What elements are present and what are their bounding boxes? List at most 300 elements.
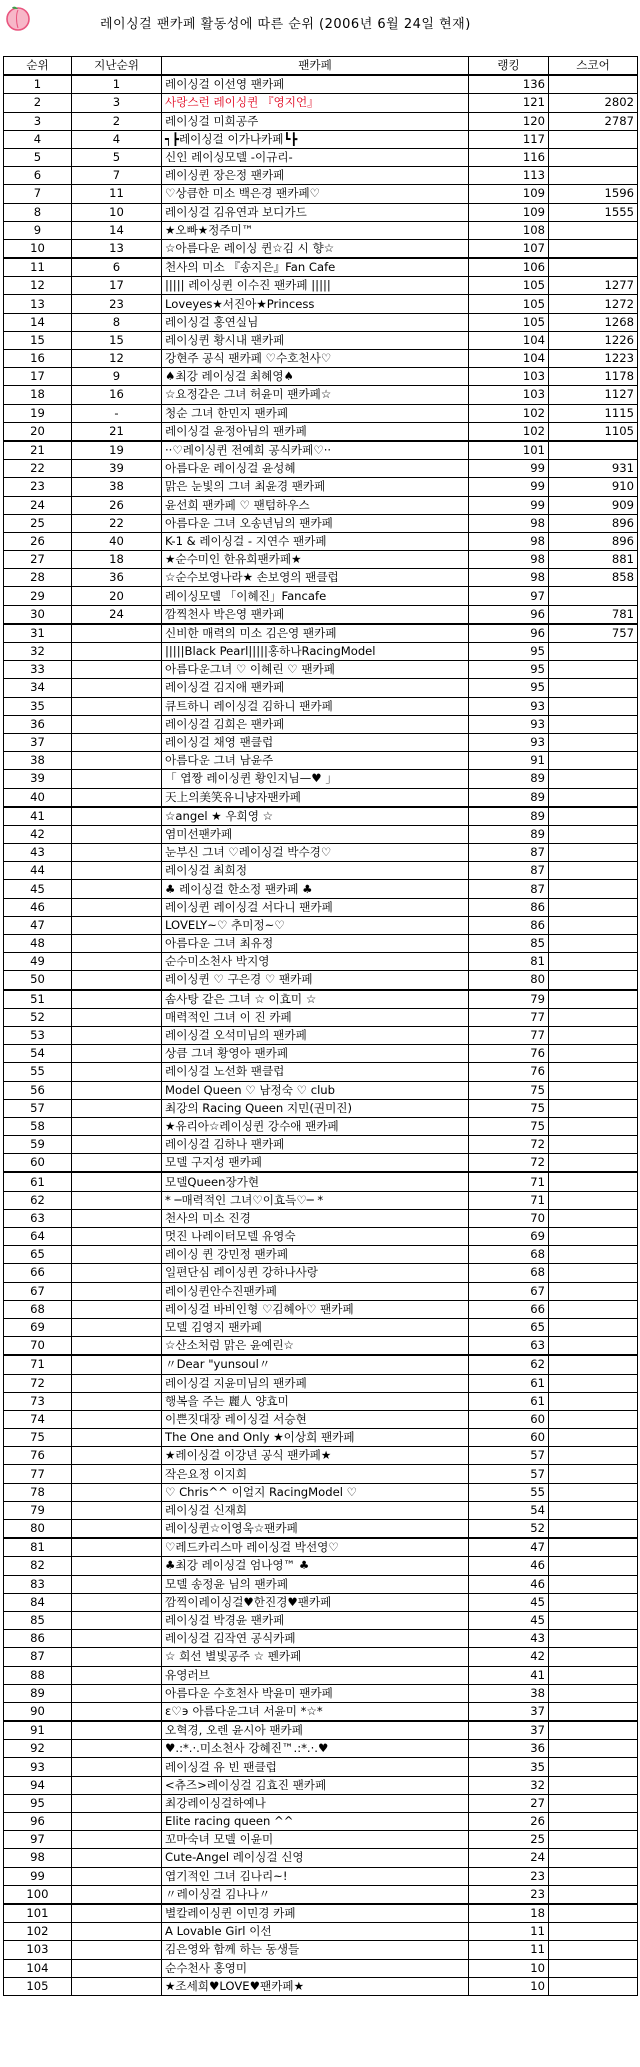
table-row [4,460,638,478]
score-cell [549,1702,638,1721]
page-header [0,0,640,44]
score-cell [549,661,638,679]
fancafe-name-cell: 레이싱걸 이선영 팬카페 [162,75,469,94]
score-cell [549,679,638,697]
ranking-cell: 99 [469,460,549,478]
ranking-cell: 93 [469,733,549,751]
table-row [4,1117,638,1135]
previous-rank-cell [72,1063,162,1081]
fancafe-name-cell: 레이싱모델 「이혜진」Fancafe [162,587,469,605]
ranking-cell: 68 [469,1264,549,1282]
score-cell [549,788,638,807]
table-row [4,1209,638,1227]
rank-cell: 73 [4,1392,72,1410]
previous-rank-cell: 16 [72,386,162,404]
fancafe-name-cell: ☆아름다운 레이싱 퀸☆김 시 향☆ [162,239,469,258]
fancafe-name-cell: 레이싱퀸 황시내 팬카페 [162,331,469,349]
rank-cell: 56 [4,1081,72,1099]
ranking-cell: 42 [469,1648,549,1666]
rank-cell: 78 [4,1483,72,1501]
table-row [4,185,638,203]
previous-rank-cell [72,953,162,971]
table-row [4,1063,638,1081]
table-row [4,1081,638,1099]
ranking-cell: 71 [469,1191,549,1209]
table-row [4,971,638,990]
fancafe-name-cell: ★조세희♥LOVE♥팬카페★ [162,1977,469,1995]
rank-cell: 32 [4,643,72,661]
rank-cell: 96 [4,1813,72,1831]
rank-cell: 87 [4,1648,72,1666]
score-cell: 896 [549,514,638,532]
ranking-cell: 68 [469,1246,549,1264]
score-cell [549,75,638,94]
previous-rank-cell [72,1501,162,1519]
score-cell [549,1337,638,1356]
fancafe-name-cell: 모델 김영지 팬카페 [162,1318,469,1336]
rank-cell: 86 [4,1630,72,1648]
previous-rank-cell [72,916,162,934]
table-row [4,1008,638,1026]
fancafe-name-cell: 사랑스런 레이싱퀸 『영지언』 [162,94,469,112]
ranking-cell: 38 [469,1684,549,1702]
score-cell [549,1611,638,1629]
rank-cell: 54 [4,1045,72,1063]
ranking-cell: 109 [469,203,549,221]
previous-rank-cell: 10 [72,203,162,221]
ranking-cell: 91 [469,752,549,770]
previous-rank-cell [72,1410,162,1428]
table-row [4,1684,638,1702]
fancafe-name-cell: 멋진 나레이터모델 유영숙 [162,1228,469,1246]
rank-cell: 66 [4,1264,72,1282]
ranking-cell: 89 [469,770,549,788]
rank-cell: 24 [4,496,72,514]
previous-rank-cell [72,1593,162,1611]
previous-rank-cell: - [72,404,162,422]
table-row [4,1099,638,1117]
ranking-cell: 10 [469,1959,549,1977]
fancafe-name-cell: 레이싱퀸☆이영욱☆팬카페 [162,1520,469,1539]
table-body [4,75,638,1995]
score-cell: 1223 [549,350,638,368]
score-cell [549,953,638,971]
fancafe-name-cell: <츄즈>레이싱걸 김효진 팬카페 [162,1776,469,1794]
rank-cell: 21 [4,441,72,460]
previous-rank-cell: 24 [72,605,162,624]
table-row [4,788,638,807]
table-row [4,624,638,643]
previous-rank-cell [72,661,162,679]
rank-cell: 27 [4,551,72,569]
table-row [4,1264,638,1282]
score-cell [549,1740,638,1758]
ranking-cell: 93 [469,715,549,733]
rank-cell: 101 [4,1904,72,1923]
score-cell [549,1081,638,1099]
rank-cell: 95 [4,1794,72,1812]
score-cell: 757 [549,624,638,643]
rank-cell: 63 [4,1209,72,1227]
table-row [4,313,638,331]
table-row [4,862,638,880]
score-cell [549,1721,638,1740]
rank-cell: 16 [4,350,72,368]
fancafe-name-cell: 천사의 미소 진경 [162,1209,469,1227]
column-header-rank: 순위 [4,57,72,76]
table-row [4,1282,638,1300]
fancafe-name-cell: Loveyes★서진아★Princess [162,295,469,313]
table-row [4,953,638,971]
fancafe-name-cell: 레이싱걸 신재희 [162,1501,469,1519]
rank-cell: 58 [4,1117,72,1135]
fancafe-name-cell: ★유리아☆레이싱퀸 강수애 팬카페 [162,1117,469,1135]
table-row [4,404,638,422]
score-cell [549,1977,638,1995]
fancafe-name-cell: ··♡레이싱퀸 전예희 공식카페♡·· [162,441,469,460]
ranking-cell: 86 [469,916,549,934]
ranking-cell: 18 [469,1904,549,1923]
rank-cell: 22 [4,460,72,478]
previous-rank-cell: 13 [72,239,162,258]
previous-rank-cell [72,862,162,880]
ranking-cell: 46 [469,1575,549,1593]
previous-rank-cell: 19 [72,441,162,460]
table-row [4,807,638,826]
fancafe-name-cell: 유영러브 [162,1666,469,1684]
ranking-cell: 79 [469,990,549,1009]
table-row [4,825,638,843]
previous-rank-cell [72,1849,162,1867]
score-cell [549,1172,638,1191]
fancafe-name-cell: 레이싱걸 오석미님의 팬카페 [162,1026,469,1044]
ranking-cell: 106 [469,258,549,277]
rank-cell: 41 [4,807,72,826]
fancafe-name-cell: 레이싱걸 노선화 팬클럽 [162,1063,469,1081]
previous-rank-cell: 4 [72,130,162,148]
score-cell [549,167,638,185]
ranking-cell: 98 [469,514,549,532]
ranking-cell: 98 [469,532,549,550]
score-cell [549,1392,638,1410]
score-cell [549,1904,638,1923]
score-cell: 1226 [549,331,638,349]
ranking-cell: 101 [469,441,549,460]
score-cell [549,1136,638,1154]
rank-cell: 47 [4,916,72,934]
previous-rank-cell [72,770,162,788]
rank-cell: 97 [4,1831,72,1849]
table-row [4,916,638,934]
table-row [4,1885,638,1904]
previous-rank-cell [72,1721,162,1740]
ranking-cell: 66 [469,1300,549,1318]
ranking-cell: 75 [469,1081,549,1099]
fancafe-name-cell: 엽기적인 그녀 김나리~! [162,1867,469,1885]
ranking-cell: 97 [469,587,549,605]
score-cell: 858 [549,569,638,587]
ranking-cell: 72 [469,1154,549,1173]
fancafe-name-cell: ♠최강 레이싱걸 최혜영♠ [162,368,469,386]
fancafe-name-cell: 레이싱퀸 장은정 팬카페 [162,167,469,185]
rank-cell: 42 [4,825,72,843]
fancafe-name-cell: ★레이싱걸 이강년 공식 팬카페★ [162,1447,469,1465]
fancafe-name-cell: 청순 그녀 한민지 팬카페 [162,404,469,422]
fancafe-name-cell: Cute-Angel 레이싱걸 신영 [162,1849,469,1867]
table-row [4,478,638,496]
previous-rank-cell [72,733,162,751]
previous-rank-cell [72,1923,162,1941]
previous-rank-cell [72,1904,162,1923]
fancafe-name-cell: 〃레이싱걸 김나나〃 [162,1885,469,1904]
previous-rank-cell [72,1611,162,1629]
rank-cell: 29 [4,587,72,605]
ranking-cell: 98 [469,551,549,569]
previous-rank-cell [72,624,162,643]
score-cell [549,898,638,916]
fancafe-name-cell: ☆산소처럼 맑은 윤예린☆ [162,1337,469,1356]
previous-rank-cell [72,788,162,807]
rank-cell: 52 [4,1008,72,1026]
fancafe-name-cell: 레이싱걸 홍연실님 [162,313,469,331]
table-row [4,130,638,148]
ranking-cell: 104 [469,331,549,349]
fancafe-name-cell: 작은요정 이지희 [162,1465,469,1483]
fancafe-name-cell: 〃Dear "yunsoul〃 [162,1355,469,1374]
rank-cell: 94 [4,1776,72,1794]
previous-rank-cell: 15 [72,331,162,349]
fancafe-name-cell: 레이싱걸 지윤미님의 팬카페 [162,1374,469,1392]
score-cell [549,935,638,953]
score-cell: 781 [549,605,638,624]
previous-rank-cell [72,1959,162,1977]
table-row [4,1318,638,1336]
score-cell [549,1300,638,1318]
score-cell [549,1959,638,1977]
ranking-cell: 70 [469,1209,549,1227]
fancafe-name-cell: 신인 레이싱모델 -이규리- [162,148,469,166]
rank-cell: 71 [4,1355,72,1374]
fancafe-name-cell: 깜찍이레이싱걸♥한진경♥팬카페 [162,1593,469,1611]
rank-cell: 11 [4,258,72,277]
table-row [4,679,638,697]
fancafe-name-cell: 상큼 그녀 황영아 팬카페 [162,1045,469,1063]
score-cell [549,1593,638,1611]
table-row [4,752,638,770]
ranking-cell: 120 [469,112,549,130]
score-cell [549,1318,638,1336]
rank-cell: 53 [4,1026,72,1044]
rank-cell: 9 [4,221,72,239]
score-cell [549,1374,638,1392]
ranking-cell: 23 [469,1867,549,1885]
table-row [4,167,638,185]
score-cell [549,990,638,1009]
fancafe-name-cell: ┑┣레이싱걸 이가나카페┗┣ [162,130,469,148]
ranking-cell: 102 [469,422,549,441]
ranking-cell: 55 [469,1483,549,1501]
previous-rank-cell [72,1191,162,1209]
rank-cell: 35 [4,697,72,715]
fancafe-name-cell: Model Queen ♡ 남정숙 ♡ club [162,1081,469,1099]
previous-rank-cell [72,880,162,898]
previous-rank-cell: 21 [72,422,162,441]
previous-rank-cell [72,1648,162,1666]
fancafe-name-cell: 레이싱걸 최희정 [162,862,469,880]
rank-cell: 13 [4,295,72,313]
ranking-cell: 87 [469,880,549,898]
score-cell [549,1191,638,1209]
table-row [4,1136,638,1154]
ranking-cell: 45 [469,1593,549,1611]
table-row [4,1520,638,1539]
score-cell [549,880,638,898]
ranking-cell: 102 [469,404,549,422]
score-cell [549,1520,638,1539]
previous-rank-cell [72,643,162,661]
rank-cell: 89 [4,1684,72,1702]
score-cell [549,1923,638,1941]
ranking-cell: 63 [469,1337,549,1356]
rank-cell: 36 [4,715,72,733]
fancafe-name-cell: 매력적인 그녀 이 진 카페 [162,1008,469,1026]
table-row [4,258,638,277]
rank-cell: 39 [4,770,72,788]
ranking-cell: 54 [469,1501,549,1519]
table-row [4,1666,638,1684]
fancafe-name-cell: Elite racing queen ^^ [162,1813,469,1831]
previous-rank-cell: 26 [72,496,162,514]
score-cell: 881 [549,551,638,569]
ranking-cell: 69 [469,1228,549,1246]
rank-cell: 26 [4,532,72,550]
rank-cell: 51 [4,990,72,1009]
ranking-cell: 35 [469,1758,549,1776]
table-row [4,496,638,514]
score-cell [549,807,638,826]
previous-rank-cell: 12 [72,350,162,368]
rank-cell: 98 [4,1849,72,1867]
rank-cell: 104 [4,1959,72,1977]
score-cell [549,1008,638,1026]
page-title: 레이싱걸 팬카페 활동성에 따른 순위 (2006년 6월 24일 현재) [100,17,471,32]
rank-cell: 77 [4,1465,72,1483]
fancafe-name-cell: 강현주 공식 팬카페 ♡수호천사♡ [162,350,469,368]
previous-rank-cell: 8 [72,313,162,331]
rank-cell: 60 [4,1154,72,1173]
rank-cell: 15 [4,331,72,349]
fancafe-name-cell: 최강의 Racing Queen 지민(권미진) [162,1099,469,1117]
table-row [4,1374,638,1392]
table-row [4,1831,638,1849]
previous-rank-cell [72,990,162,1009]
ranking-cell: 71 [469,1172,549,1191]
previous-rank-cell [72,1465,162,1483]
score-cell [549,862,638,880]
previous-rank-cell: 40 [72,532,162,550]
ranking-cell: 77 [469,1008,549,1026]
previous-rank-cell: 17 [72,277,162,295]
score-cell: 1277 [549,277,638,295]
rank-cell: 64 [4,1228,72,1246]
previous-rank-cell [72,1154,162,1173]
table-row [4,661,638,679]
table-row [4,1904,638,1923]
fancafe-name-cell: 염미선팬카페 [162,825,469,843]
score-cell [549,1630,638,1648]
previous-rank-cell [72,1045,162,1063]
rank-cell: 12 [4,277,72,295]
fancafe-name-cell: |||||Black Pearl|||||홍하나RacingModel [162,643,469,661]
score-cell: 1127 [549,386,638,404]
rank-cell: 37 [4,733,72,751]
rank-cell: 102 [4,1923,72,1941]
table-row [4,1045,638,1063]
previous-rank-cell: 18 [72,551,162,569]
fancafe-name-cell: 레이싱걸 채영 팬클럽 [162,733,469,751]
score-cell: 1596 [549,185,638,203]
fancafe-name-cell: 모델 구지성 팬카페 [162,1154,469,1173]
fancafe-name-cell: 솜사탕 같은 그녀 ☆ 이효미 ☆ [162,990,469,1009]
score-cell [549,1666,638,1684]
score-cell: 2787 [549,112,638,130]
ranking-cell: 32 [469,1776,549,1794]
previous-rank-cell [72,752,162,770]
previous-rank-cell [72,1758,162,1776]
table-row [4,1849,638,1867]
rank-cell: 14 [4,313,72,331]
score-cell [549,221,638,239]
previous-rank-cell [72,1483,162,1501]
score-cell [549,1410,638,1428]
column-header-prev-rank: 지난순위 [72,57,162,76]
score-cell: 1178 [549,368,638,386]
table-row [4,1758,638,1776]
score-cell: 910 [549,478,638,496]
ranking-cell: 113 [469,167,549,185]
rank-cell: 23 [4,478,72,496]
ranking-cell: 80 [469,971,549,990]
fancafe-name-cell: 레이싱걸 미희공주 [162,112,469,130]
table-row [4,1794,638,1812]
score-cell [549,844,638,862]
fancafe-name-cell: 아름다운그녀 ♡ 이혜린 ♡ 팬카페 [162,661,469,679]
table-row [4,1154,638,1173]
previous-rank-cell [72,1008,162,1026]
ranking-cell: 96 [469,605,549,624]
rank-cell: 88 [4,1666,72,1684]
ranking-cell: 26 [469,1813,549,1831]
table-row [4,898,638,916]
table-row [4,386,638,404]
previous-rank-cell [72,1337,162,1356]
rank-cell: 3 [4,112,72,130]
rank-cell: 75 [4,1429,72,1447]
previous-rank-cell [72,1392,162,1410]
score-cell [549,1648,638,1666]
ranking-cell: 89 [469,807,549,826]
fancafe-name-cell: 깜찍천사 박은영 팬카페 [162,605,469,624]
table-row [4,1172,638,1191]
score-cell [549,1228,638,1246]
table-row [4,643,638,661]
table-row [4,1611,638,1629]
ranking-cell: 77 [469,1026,549,1044]
rank-cell: 34 [4,679,72,697]
ranking-cell: 109 [469,185,549,203]
score-cell [549,715,638,733]
previous-rank-cell [72,1941,162,1959]
